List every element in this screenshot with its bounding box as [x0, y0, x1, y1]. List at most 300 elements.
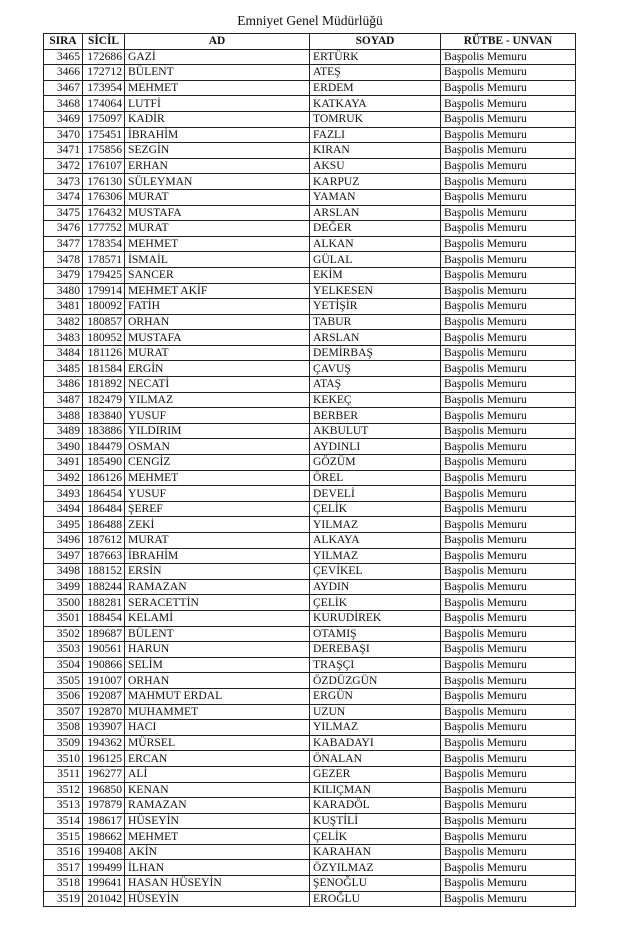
cell-soyad: ATEŞ: [310, 65, 441, 81]
cell-rutbe: Başpolis Memuru: [441, 766, 576, 782]
cell-soyad: KIRAN: [310, 143, 441, 159]
cell-sira: 3493: [44, 486, 83, 502]
cell-sira: 3466: [44, 65, 83, 81]
cell-ad: ERHAN: [125, 158, 310, 174]
cell-sira: 3499: [44, 579, 83, 595]
cell-soyad: KILIÇMAN: [310, 782, 441, 798]
table-row: [44, 564, 576, 580]
cell-sira: 3475: [44, 205, 83, 221]
table-row: [44, 548, 576, 564]
cell-soyad: ERGÜN: [310, 688, 441, 704]
cell-ad: MUHAMMET: [125, 704, 310, 720]
cell-sira: 3489: [44, 423, 83, 439]
cell-ad: MUSTAFA: [125, 205, 310, 221]
cell-ad: İLHAN: [125, 860, 310, 876]
cell-ad: MURAT: [125, 221, 310, 237]
cell-sira: 3474: [44, 189, 83, 205]
cell-sira: 3514: [44, 813, 83, 829]
cell-sicil: 199408: [83, 844, 125, 860]
cell-rutbe: Başpolis Memuru: [441, 345, 576, 361]
table-row: [44, 361, 576, 377]
cell-rutbe: Başpolis Memuru: [441, 439, 576, 455]
cell-ad: HÜSEYİN: [125, 813, 310, 829]
cell-sira: 3503: [44, 642, 83, 658]
cell-ad: MURAT: [125, 345, 310, 361]
cell-ad: HARUN: [125, 642, 310, 658]
cell-sira: 3470: [44, 127, 83, 143]
cell-soyad: AKSU: [310, 158, 441, 174]
cell-sira: 3469: [44, 111, 83, 127]
cell-sicil: 176432: [83, 205, 125, 221]
cell-sicil: 178354: [83, 236, 125, 252]
cell-soyad: KURUDİREK: [310, 610, 441, 626]
cell-soyad: EROĞLU: [310, 891, 441, 907]
table-row: [44, 455, 576, 471]
cell-sira: 3480: [44, 283, 83, 299]
cell-sira: 3502: [44, 626, 83, 642]
cell-ad: ERSİN: [125, 564, 310, 580]
cell-soyad: AKBULUT: [310, 423, 441, 439]
cell-sicil: 173954: [83, 80, 125, 96]
cell-rutbe: Başpolis Memuru: [441, 470, 576, 486]
cell-sira: 3477: [44, 236, 83, 252]
cell-soyad: ÇEVİKEL: [310, 564, 441, 580]
cell-ad: HÜSEYİN: [125, 891, 310, 907]
cell-sicil: 183840: [83, 408, 125, 424]
cell-rutbe: Başpolis Memuru: [441, 283, 576, 299]
table-row: [44, 65, 576, 81]
cell-sicil: 175097: [83, 111, 125, 127]
cell-soyad: AYDIN: [310, 579, 441, 595]
cell-sira: 3486: [44, 377, 83, 393]
cell-ad: İBRAHİM: [125, 548, 310, 564]
cell-rutbe: Başpolis Memuru: [441, 486, 576, 502]
cell-ad: YUSUF: [125, 408, 310, 424]
cell-sicil: 180092: [83, 299, 125, 315]
table-row: [44, 143, 576, 159]
cell-sira: 3518: [44, 876, 83, 892]
table-row: [44, 80, 576, 96]
table-row: [44, 876, 576, 892]
cell-rutbe: Başpolis Memuru: [441, 595, 576, 611]
table-row: [44, 595, 576, 611]
cell-rutbe: Başpolis Memuru: [441, 860, 576, 876]
cell-rutbe: Başpolis Memuru: [441, 96, 576, 112]
table-row: [44, 798, 576, 814]
cell-rutbe: Başpolis Memuru: [441, 392, 576, 408]
cell-ad: NECATİ: [125, 377, 310, 393]
cell-sira: 3468: [44, 96, 83, 112]
cell-sicil: 192087: [83, 688, 125, 704]
cell-ad: BÜLENT: [125, 65, 310, 81]
cell-rutbe: Başpolis Memuru: [441, 377, 576, 393]
cell-rutbe: Başpolis Memuru: [441, 610, 576, 626]
cell-sira: 3472: [44, 158, 83, 174]
table-row: [44, 236, 576, 252]
table-row: [44, 299, 576, 315]
cell-ad: MUSTAFA: [125, 330, 310, 346]
cell-ad: MÜRSEL: [125, 735, 310, 751]
cell-soyad: KABADAYI: [310, 735, 441, 751]
table-row: [44, 704, 576, 720]
cell-rutbe: Başpolis Memuru: [441, 423, 576, 439]
cell-sicil: 190561: [83, 642, 125, 658]
cell-rutbe: Başpolis Memuru: [441, 517, 576, 533]
cell-sira: 3496: [44, 533, 83, 549]
cell-soyad: ERDEM: [310, 80, 441, 96]
cell-sicil: 198617: [83, 813, 125, 829]
cell-ad: İSMAİL: [125, 252, 310, 268]
cell-sicil: 199499: [83, 860, 125, 876]
cell-ad: ORHAN: [125, 314, 310, 330]
cell-ad: KELAMİ: [125, 610, 310, 626]
cell-soyad: ŞENOĞLU: [310, 876, 441, 892]
cell-sira: 3509: [44, 735, 83, 751]
cell-sicil: 176130: [83, 174, 125, 190]
cell-rutbe: Başpolis Memuru: [441, 657, 576, 673]
cell-sira: 3473: [44, 174, 83, 190]
cell-ad: AKİN: [125, 844, 310, 860]
cell-ad: BÜLENT: [125, 626, 310, 642]
cell-soyad: DEMİRBAŞ: [310, 345, 441, 361]
page-title: Emniyet Genel Müdürlüğü: [237, 13, 383, 28]
table-header-row: [44, 34, 576, 50]
cell-sira: 3478: [44, 252, 83, 268]
cell-sira: 3506: [44, 688, 83, 704]
cell-soyad: ÇELİK: [310, 829, 441, 845]
table-row: [44, 486, 576, 502]
cell-sicil: 175451: [83, 127, 125, 143]
cell-soyad: ÇELİK: [310, 595, 441, 611]
cell-sira: 3467: [44, 80, 83, 96]
table-row: [44, 439, 576, 455]
cell-soyad: ERTÜRK: [310, 49, 441, 65]
cell-sicil: 176306: [83, 189, 125, 205]
cell-rutbe: Başpolis Memuru: [441, 673, 576, 689]
table-row: [44, 673, 576, 689]
cell-sicil: 185490: [83, 455, 125, 471]
personnel-table: [43, 33, 576, 907]
cell-rutbe: Başpolis Memuru: [441, 267, 576, 283]
cell-rutbe: Başpolis Memuru: [441, 408, 576, 424]
table-row: [44, 174, 576, 190]
table-row: [44, 642, 576, 658]
cell-ad: MEHMET AKİF: [125, 283, 310, 299]
cell-soyad: YILMAZ: [310, 548, 441, 564]
cell-sicil: 192870: [83, 704, 125, 720]
cell-sicil: 177752: [83, 221, 125, 237]
cell-sira: 3500: [44, 595, 83, 611]
cell-rutbe: Başpolis Memuru: [441, 111, 576, 127]
cell-rutbe: Başpolis Memuru: [441, 80, 576, 96]
table-row: [44, 501, 576, 517]
cell-ad: OSMAN: [125, 439, 310, 455]
cell-ad: ZEKİ: [125, 517, 310, 533]
cell-soyad: OTAMIŞ: [310, 626, 441, 642]
cell-soyad: ALKAN: [310, 236, 441, 252]
cell-soyad: KATKAYA: [310, 96, 441, 112]
cell-sira: 3516: [44, 844, 83, 860]
table-row: [44, 766, 576, 782]
cell-ad: LUTFİ: [125, 96, 310, 112]
cell-ad: SEZGİN: [125, 143, 310, 159]
cell-sicil: 188281: [83, 595, 125, 611]
cell-ad: YILDIRIM: [125, 423, 310, 439]
cell-rutbe: Başpolis Memuru: [441, 720, 576, 736]
cell-rutbe: Başpolis Memuru: [441, 252, 576, 268]
table-row: [44, 252, 576, 268]
cell-soyad: YETİŞİR: [310, 299, 441, 315]
cell-sicil: 196277: [83, 766, 125, 782]
cell-soyad: DEVELİ: [310, 486, 441, 502]
table-row: [44, 751, 576, 767]
table-row: [44, 423, 576, 439]
cell-rutbe: Başpolis Memuru: [441, 361, 576, 377]
cell-soyad: KARADÖL: [310, 798, 441, 814]
cell-sira: 3483: [44, 330, 83, 346]
cell-rutbe: Başpolis Memuru: [441, 548, 576, 564]
table-row: [44, 49, 576, 65]
table-row: [44, 345, 576, 361]
cell-sicil: 191007: [83, 673, 125, 689]
table-row: [44, 377, 576, 393]
table-row: [44, 111, 576, 127]
table-row: [44, 283, 576, 299]
cell-rutbe: Başpolis Memuru: [441, 314, 576, 330]
cell-ad: SERACETTİN: [125, 595, 310, 611]
cell-ad: YILMAZ: [125, 392, 310, 408]
table-row: [44, 96, 576, 112]
cell-rutbe: Başpolis Memuru: [441, 688, 576, 704]
table-row: [44, 314, 576, 330]
cell-sicil: 181584: [83, 361, 125, 377]
column-header-soyad: SOYAD: [310, 34, 441, 50]
table-row: [44, 127, 576, 143]
cell-sira: 3494: [44, 501, 83, 517]
cell-ad: SANCER: [125, 267, 310, 283]
cell-soyad: KARAHAN: [310, 844, 441, 860]
cell-sicil: 196125: [83, 751, 125, 767]
table-row: [44, 533, 576, 549]
cell-soyad: ARSLAN: [310, 330, 441, 346]
column-header-sicil: SİCİL: [83, 34, 125, 50]
cell-soyad: AYDINLI: [310, 439, 441, 455]
cell-soyad: GÖZÜM: [310, 455, 441, 471]
cell-sira: 3515: [44, 829, 83, 845]
cell-sicil: 178571: [83, 252, 125, 268]
cell-soyad: YAMAN: [310, 189, 441, 205]
cell-rutbe: Başpolis Memuru: [441, 189, 576, 205]
cell-soyad: UZUN: [310, 704, 441, 720]
cell-sira: 3519: [44, 891, 83, 907]
cell-sicil: 180952: [83, 330, 125, 346]
cell-ad: MEHMET: [125, 829, 310, 845]
cell-sicil: 186484: [83, 501, 125, 517]
cell-rutbe: Başpolis Memuru: [441, 844, 576, 860]
cell-soyad: TOMRUK: [310, 111, 441, 127]
cell-ad: HACI: [125, 720, 310, 736]
cell-sira: 3488: [44, 408, 83, 424]
cell-soyad: TRAŞÇI: [310, 657, 441, 673]
cell-sicil: 186454: [83, 486, 125, 502]
cell-sicil: 184479: [83, 439, 125, 455]
cell-rutbe: Başpolis Memuru: [441, 174, 576, 190]
table-row: [44, 267, 576, 283]
cell-rutbe: Başpolis Memuru: [441, 782, 576, 798]
cell-sira: 3492: [44, 470, 83, 486]
cell-soyad: ÖNALAN: [310, 751, 441, 767]
cell-rutbe: Başpolis Memuru: [441, 829, 576, 845]
cell-ad: ORHAN: [125, 673, 310, 689]
table-row: [44, 720, 576, 736]
cell-ad: ERGİN: [125, 361, 310, 377]
cell-sira: 3495: [44, 517, 83, 533]
cell-soyad: ARSLAN: [310, 205, 441, 221]
cell-sicil: 181126: [83, 345, 125, 361]
table-row: [44, 408, 576, 424]
table-row: [44, 579, 576, 595]
table-body: [44, 49, 576, 907]
cell-rutbe: Başpolis Memuru: [441, 127, 576, 143]
cell-ad: KADİR: [125, 111, 310, 127]
cell-sicil: 187612: [83, 533, 125, 549]
cell-rutbe: Başpolis Memuru: [441, 798, 576, 814]
cell-ad: SÜLEYMAN: [125, 174, 310, 190]
cell-sicil: 199641: [83, 876, 125, 892]
cell-soyad: DEĞER: [310, 221, 441, 237]
cell-soyad: ATAŞ: [310, 377, 441, 393]
cell-soyad: YILMAZ: [310, 517, 441, 533]
cell-ad: GAZİ: [125, 49, 310, 65]
table-row: [44, 735, 576, 751]
cell-ad: RAMAZAN: [125, 798, 310, 814]
cell-soyad: FAZLI: [310, 127, 441, 143]
cell-ad: HASAN HÜSEYİN: [125, 876, 310, 892]
cell-rutbe: Başpolis Memuru: [441, 455, 576, 471]
cell-rutbe: Başpolis Memuru: [441, 65, 576, 81]
table-row: [44, 829, 576, 845]
cell-sira: 3476: [44, 221, 83, 237]
cell-sira: 3504: [44, 657, 83, 673]
cell-ad: ŞEREF: [125, 501, 310, 517]
table-row: [44, 221, 576, 237]
column-header-ad: AD: [125, 34, 310, 50]
cell-soyad: EKİM: [310, 267, 441, 283]
cell-ad: MURAT: [125, 533, 310, 549]
cell-rutbe: Başpolis Memuru: [441, 143, 576, 159]
cell-sicil: 188454: [83, 610, 125, 626]
cell-ad: KENAN: [125, 782, 310, 798]
cell-soyad: KEKEÇ: [310, 392, 441, 408]
cell-ad: MEHMET: [125, 470, 310, 486]
cell-soyad: ÖZYILMAZ: [310, 860, 441, 876]
cell-soyad: DEREBAŞI: [310, 642, 441, 658]
cell-sira: 3513: [44, 798, 83, 814]
cell-soyad: KARPUZ: [310, 174, 441, 190]
cell-sira: 3501: [44, 610, 83, 626]
cell-ad: MEHMET: [125, 80, 310, 96]
cell-ad: SELİM: [125, 657, 310, 673]
cell-rutbe: Başpolis Memuru: [441, 626, 576, 642]
cell-sicil: 183886: [83, 423, 125, 439]
cell-sira: 3517: [44, 860, 83, 876]
cell-sicil: 187663: [83, 548, 125, 564]
cell-soyad: ÖREL: [310, 470, 441, 486]
cell-ad: CENGİZ: [125, 455, 310, 471]
cell-ad: FATİH: [125, 299, 310, 315]
cell-rutbe: Başpolis Memuru: [441, 533, 576, 549]
cell-sicil: 176107: [83, 158, 125, 174]
cell-sira: 3505: [44, 673, 83, 689]
table-row: [44, 782, 576, 798]
table-row: [44, 688, 576, 704]
cell-rutbe: Başpolis Memuru: [441, 891, 576, 907]
table-row: [44, 657, 576, 673]
cell-rutbe: Başpolis Memuru: [441, 205, 576, 221]
cell-sicil: 188244: [83, 579, 125, 595]
cell-sira: 3484: [44, 345, 83, 361]
cell-sira: 3479: [44, 267, 83, 283]
cell-sira: 3465: [44, 49, 83, 65]
cell-rutbe: Başpolis Memuru: [441, 813, 576, 829]
cell-sira: 3482: [44, 314, 83, 330]
cell-ad: ALİ: [125, 766, 310, 782]
cell-soyad: ÖZDÜZGÜN: [310, 673, 441, 689]
table-row: [44, 813, 576, 829]
cell-sicil: 179425: [83, 267, 125, 283]
cell-rutbe: Başpolis Memuru: [441, 158, 576, 174]
cell-sicil: 189687: [83, 626, 125, 642]
table-row: [44, 844, 576, 860]
cell-rutbe: Başpolis Memuru: [441, 876, 576, 892]
cell-sicil: 172712: [83, 65, 125, 81]
cell-rutbe: Başpolis Memuru: [441, 221, 576, 237]
cell-ad: RAMAZAN: [125, 579, 310, 595]
table-row: [44, 189, 576, 205]
cell-soyad: ALKAYA: [310, 533, 441, 549]
cell-sicil: 186126: [83, 470, 125, 486]
cell-rutbe: Başpolis Memuru: [441, 330, 576, 346]
table-row: [44, 626, 576, 642]
cell-sicil: 172686: [83, 49, 125, 65]
cell-ad: İBRAHİM: [125, 127, 310, 143]
cell-sira: 3512: [44, 782, 83, 798]
table-row: [44, 205, 576, 221]
cell-ad: MEHMET: [125, 236, 310, 252]
cell-sicil: 181892: [83, 377, 125, 393]
cell-sicil: 179914: [83, 283, 125, 299]
cell-sicil: 188152: [83, 564, 125, 580]
cell-sira: 3491: [44, 455, 83, 471]
cell-sicil: 186488: [83, 517, 125, 533]
table-row: [44, 158, 576, 174]
cell-rutbe: Başpolis Memuru: [441, 299, 576, 315]
cell-soyad: ÇAVUŞ: [310, 361, 441, 377]
cell-rutbe: Başpolis Memuru: [441, 751, 576, 767]
cell-rutbe: Başpolis Memuru: [441, 501, 576, 517]
cell-rutbe: Başpolis Memuru: [441, 49, 576, 65]
cell-sicil: 194362: [83, 735, 125, 751]
cell-rutbe: Başpolis Memuru: [441, 236, 576, 252]
cell-sira: 3485: [44, 361, 83, 377]
cell-soyad: TABUR: [310, 314, 441, 330]
cell-soyad: YILMAZ: [310, 720, 441, 736]
cell-soyad: BERBER: [310, 408, 441, 424]
column-header-sira: SIRA: [44, 34, 83, 50]
cell-soyad: KUŞTİLİ: [310, 813, 441, 829]
cell-sicil: 174064: [83, 96, 125, 112]
cell-rutbe: Başpolis Memuru: [441, 704, 576, 720]
